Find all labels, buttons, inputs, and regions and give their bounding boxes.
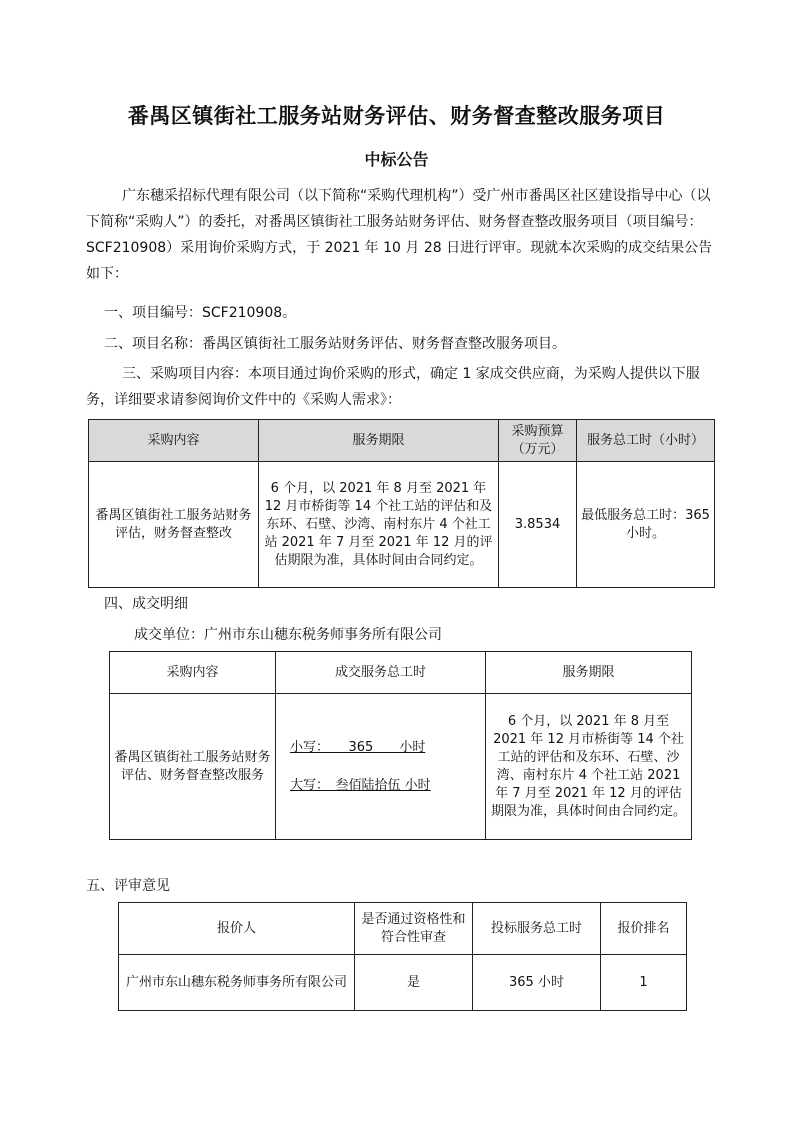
cell-content: 番禺区镇街社工服务站财务评估、财务督查整改服务 xyxy=(110,694,276,840)
cell-budget: 3.8534 xyxy=(499,462,577,588)
cell-rank: 1 xyxy=(601,955,687,1011)
hours-big: 大写： 叁佰陆拾伍 小时 xyxy=(290,777,431,793)
review-table xyxy=(118,902,687,1011)
header-hours: 服务总工时（小时） xyxy=(577,420,715,462)
section-project-name: 二、项目名称：番禺区镇街社工服务站财务评估、财务督查整改服务项目。 xyxy=(104,336,566,352)
cell-bidder: 广州市东山穗东税务师事务所有限公司 xyxy=(119,955,355,1011)
cell-content: 番禺区镇街社工服务站财务评估，财务督查整改 xyxy=(89,462,259,588)
header-content: 采购内容 xyxy=(110,652,276,694)
header-content: 采购内容 xyxy=(89,420,259,462)
section-content: 三、采购项目内容：本项目通过询价采购的形式，确定 1 家成交供应商，为采购人提供以下服务，详细要求请参阅询价文件中的《采购人需求》： xyxy=(86,366,700,408)
cell-period: 6 个月，以 2021 年 8 月至 2021 年 12 月市桥街等 14 个社工站的评估和及东环、石壁、沙湾、南村东片 4 个社工站 2021 年 7 月至 2021 年 12 月的评估期限为准，具体时间由合同约定。 xyxy=(486,694,692,840)
header-bidder: 报价人 xyxy=(119,903,355,955)
section-deal-details: 四、成交明细 xyxy=(104,596,188,612)
header-budget: 采购预算（万元） xyxy=(499,420,577,462)
deal-unit: 成交单位：广州市东山穗东税务师事务所有限公司 xyxy=(134,627,442,643)
table-row xyxy=(89,462,715,588)
section-project-number: 一、项目编号：SCF210908。 xyxy=(104,305,297,321)
cell-passed: 是 xyxy=(355,955,473,1011)
deal-table xyxy=(109,651,692,840)
hours-small: 小写： 365 小时 xyxy=(290,739,426,755)
procurement-table xyxy=(88,419,715,588)
section-review: 五、评审意见 xyxy=(86,878,170,894)
page-title: 番禺区镇街社工服务站财务评估、财务督查整改服务项目 xyxy=(127,104,666,128)
header-hours: 投标服务总工时 xyxy=(473,903,601,955)
table-row xyxy=(119,955,687,1011)
cell-period: 6 个月，以 2021 年 8 月至 2021 年 12 月市桥街等 14 个社工站的评估和及东环、石壁、沙湾、南村东片 4 个社工站 2021 年 7 月至 2021 年 12 月的评估期限为准，具体时间由合同约定。 xyxy=(259,462,499,588)
header-rank: 报价排名 xyxy=(601,903,687,955)
intro-paragraph: 广东穗采招标代理有限公司（以下简称“采购代理机构”）受广州市番禺区社区建设指导中心（以下简称“采购人”）的委托，对番禺区镇街社工服务站财务评估、财务督查整改服务项目（项目编号：SCF210908）采用询价采购方式，于 2021 年 10 月 28 日进行评审。现就本次采购的成交结果公告如下： xyxy=(86,188,713,282)
table-row xyxy=(110,694,692,840)
cell-hours xyxy=(276,694,486,840)
header-period: 服务期限 xyxy=(486,652,692,694)
page-subtitle: 中标公告 xyxy=(364,150,429,169)
header-passed: 是否通过资格性和符合性审查 xyxy=(355,903,473,955)
cell-hours: 365 小时 xyxy=(473,955,601,1011)
header-hours: 成交服务总工时 xyxy=(276,652,486,694)
cell-hours: 最低服务总工时：365 小时。 xyxy=(577,462,715,588)
header-period: 服务期限 xyxy=(259,420,499,462)
